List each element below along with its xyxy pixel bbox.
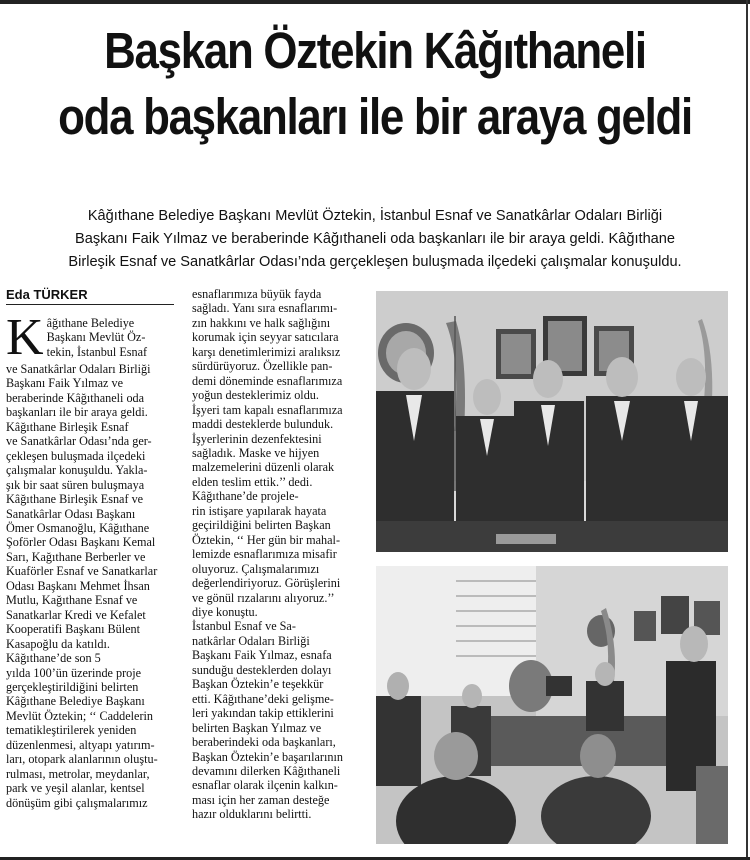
column-line: yoğun desteklerimiz oldu.: [192, 388, 319, 403]
meeting-photo-illustration: [376, 566, 728, 844]
column-line: belirten Başkan Yılmaz ve: [192, 720, 322, 735]
column-line: etti. Kâğıthane’deki gelişme-: [192, 691, 334, 706]
lead-line: Başkanı Faik Yılmaz ve beraberinde Kâğıthaneli oda başkanları ile bir araya geldi. Kâğıthane: [74, 231, 676, 247]
column-line: tematikleştirilerek yeniden: [6, 723, 137, 738]
lead-line: Kâğıthane Belediye Başkanı Mevlüt Öztekin, İstanbul Esnaf ve Sanatkârlar Odaları Birliği: [87, 208, 663, 224]
column-line: Başkanı Mevlüt Öz-: [46, 330, 146, 345]
column-line: maddi desteklerde bulunduk.: [192, 417, 334, 432]
headline: [53, 18, 698, 150]
column-line: Kâğıthane Belediye Başkanı: [6, 694, 145, 709]
column-line: zın hakkını ve halk sağlığını: [192, 315, 331, 330]
column-line: esnaflarımıza büyük fayda: [192, 287, 322, 301]
column-line: Sanatkarlar Kredi ve Kefalet: [6, 607, 146, 622]
group-photo-illustration: [376, 291, 728, 552]
column-line: dönüşüm gibi çalışmalarımız: [6, 795, 148, 810]
column-line: İşyeri tam kapalı esnaflarımıza: [192, 402, 343, 417]
column-line: şık bir saat süren buluşmaya: [6, 477, 145, 492]
column-line: sağladık. Maske ve hijyen: [192, 445, 320, 460]
column-line: Şoförler Odası Başkanı Kemal: [6, 535, 156, 550]
column-line: Başkan Öztekin’e başarılarının: [192, 749, 343, 764]
column-line: Kasapoğlu da katıldı.: [6, 636, 110, 651]
column-line: Mutlu, Kağıthane Esnaf ve: [6, 593, 138, 608]
column-line: korumak için seyyar satıcılara: [192, 330, 339, 345]
column-line: beraberindeki oda başkanları,: [192, 735, 336, 750]
column-line: çalışmalar konuşuldu. Yakla-: [6, 463, 148, 478]
lead-line: Birleşik Esnaf ve Sanatkârlar Odası’nda gerçekleşen buluşmada ilçedeki çalışmalar konuşuldu.: [68, 254, 682, 270]
column-line: çekleşen buluşmada ilçedeki: [6, 448, 146, 463]
column-line: yılda 100’ün üzerinde proje: [6, 665, 142, 680]
column-line: malzemelerini düzenli olarak: [192, 460, 335, 475]
column-line: Mevlüt Öztekin; ‘‘ Caddelerin: [6, 708, 153, 723]
column-line: sağladı. Yanı sıra esnaflarımı-: [192, 301, 338, 316]
column-line: ları, otopark alanlarının oluştu-: [6, 752, 158, 767]
column-line: karşı denetimlerimizi aralıksız: [192, 344, 341, 359]
column-line: Başkanı Faik Yılmaz, esnafa: [192, 648, 332, 663]
author-byline: Eda TÜRKER: [6, 287, 174, 305]
column-line: Sanatkârlar Odası Başkanı: [6, 506, 136, 521]
lead-paragraph: [6, 205, 744, 274]
column-line: esnaflar olarak ilçenin kalkın-: [192, 778, 338, 793]
column-line: hazır olduklarını belirtti.: [192, 807, 312, 822]
column-line: leri yakından takip ettiklerini: [192, 706, 334, 721]
column-line: İstanbul Esnaf ve Sa-: [192, 619, 296, 634]
column-line: Kâğıthane’de son 5: [6, 651, 101, 666]
top-rule: [0, 0, 750, 4]
column-line: ve gönül rızalarını alıyoruz.’’: [192, 590, 335, 605]
article-column-1: [6, 309, 184, 810]
column-line: Kooperatifi Başkanı Bülent: [6, 622, 141, 637]
column-line: Ömer Osmanoğlu, Kâğıthane: [6, 520, 150, 535]
column-line: rulması, metrolar, meydanlar,: [6, 766, 150, 781]
column-line: İşyerlerinin dezenfektesini: [192, 431, 322, 446]
column-line: Odası Başkanı Mehmet İhsan: [6, 578, 150, 593]
column-line: devamını dilerken Kâğıthaneli: [192, 763, 341, 778]
column-line: natkârlar Odaları Birliği: [192, 633, 310, 648]
column-line: lemizde esnaflarımıza misafir: [192, 547, 337, 562]
column-line: geçirildiğini belirten Başkan: [192, 518, 331, 533]
drop-cap: K: [6, 309, 44, 366]
column-line: oluyoruz. Çalışmalarımızı: [192, 561, 320, 576]
column-line: başkanları ile bir araya geldi.: [6, 405, 148, 420]
column-line: tekin, İstanbul Esnaf: [46, 344, 148, 359]
column-line: beraberinde Kâğıthaneli oda: [6, 390, 145, 405]
column-line: diye konuştu.: [192, 604, 258, 619]
column-line: Kâğıthane Birleşik Esnaf ve: [6, 492, 144, 507]
headline-line-1: Başkan Öztekin Kâğıthaneli: [104, 22, 646, 79]
column-line: rin istişare yapılarak hayata: [192, 503, 327, 518]
column-line: ması için her zaman desteğe: [192, 792, 330, 807]
column-line: âğıthane Belediye: [46, 316, 135, 330]
column-line: sunduğu desteklerden dolayı: [192, 662, 332, 677]
column-line: sürdürüyoruz. Özellikle pan-: [192, 359, 333, 374]
column-line: Başkanı Faik Yılmaz ve: [6, 376, 123, 391]
column-line: Sarı, Kağıthane Berberler ve: [6, 549, 146, 564]
column-line: gerçekleştirildiğini belirten: [6, 679, 139, 694]
column-line: Başkan Öztekin’e teşekkür: [192, 677, 324, 692]
column-line: park ve yeşil alanlar, kentsel: [6, 781, 145, 796]
headline-line-2: oda başkanları ile bir araya geldi: [58, 88, 692, 145]
article-column-2: [192, 287, 369, 822]
column-line: Öztekin, ‘‘ Her gün bir mahal-: [192, 532, 340, 547]
column-line: ve Sanatkârlar Odaları Birliği: [6, 362, 151, 376]
column-line: elden teslim ettik.’’ dedi.: [192, 474, 313, 489]
column-line: Kâğıthane Birleşik Esnaf: [6, 419, 129, 434]
group-photo: [376, 291, 728, 552]
column-line: demi döneminde esnaflarımıza: [192, 373, 343, 388]
column-line: Kâğıthane’de projele-: [192, 489, 299, 504]
column-line: Kuaförler Esnaf ve Sanatkarlar: [6, 564, 158, 579]
column-line: düzenlenmesi, altyapı yatırım-: [6, 737, 155, 752]
column-line: değerlendiriyoruz. Görüşlerini: [192, 576, 341, 591]
right-rule: [746, 0, 748, 860]
meeting-photo: [376, 566, 728, 844]
column-line: ve Sanatkârlar Odası’nda ger-: [6, 434, 152, 449]
